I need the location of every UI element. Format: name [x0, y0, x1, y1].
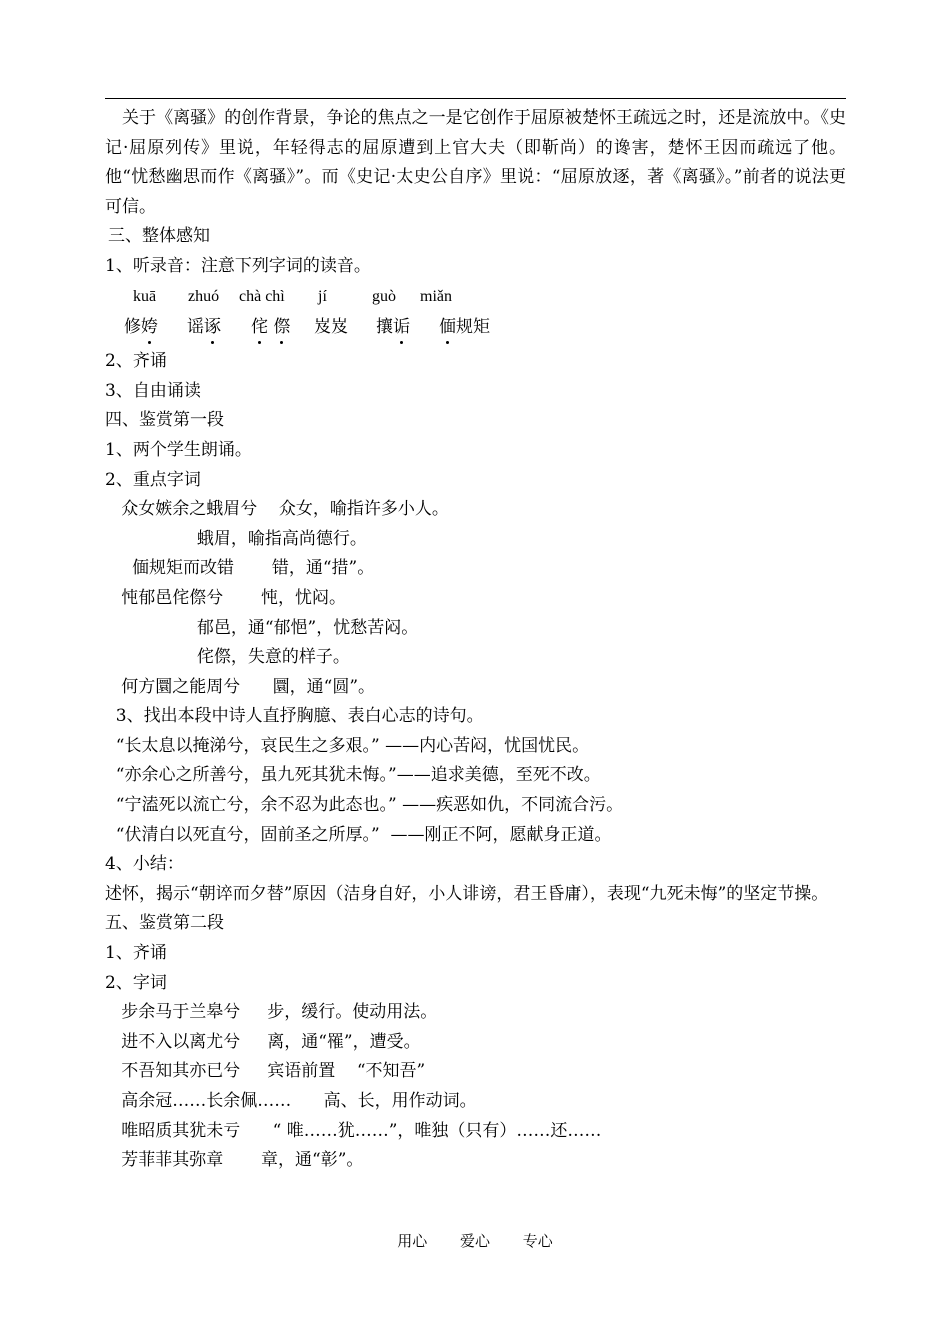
header-rule — [105, 98, 846, 99]
quote-line: “亦余心之所善兮，虽九死其犹未悔。”——追求美德，至死不改。 — [105, 765, 601, 786]
quote-line: “伏清白以死直兮，固前圣之所厚。” ——刚正不阿，愿献身正道。 — [105, 824, 612, 845]
text-line: 3、找出本段中诗人直抒胸臆、表白心志的诗句。 — [105, 706, 484, 727]
text-line: 众女嫉余之蛾眉兮 众女，喻指许多小人。 — [105, 499, 449, 520]
pinyin: miǎn — [420, 287, 452, 305]
section-heading: 五、鉴赏第二段 — [105, 913, 224, 934]
list-item: 1、齐诵 — [105, 943, 167, 964]
vocab-word: 谣诼 — [187, 317, 221, 338]
pinyin: kuā — [133, 287, 157, 305]
text-line: 忳郁邑侘傺兮 忳，忧闷。 — [105, 587, 347, 608]
pinyin: guò — [372, 287, 396, 305]
list-item: 3、自由诵读 — [105, 380, 201, 401]
list-item: 1、听录音：注意下列字词的读音。 — [105, 255, 371, 276]
list-item: 2、齐诵 — [105, 351, 167, 372]
text-line: 郁邑，通“郁悒”，忧愁苦闷。 — [105, 617, 419, 638]
text-line: 芳菲菲其弥章 章，通“彰”。 — [105, 1150, 364, 1171]
quote-line: “宁溘死以流亡兮，余不忍为此态也。” ——疾恶如仇，不同流合污。 — [105, 795, 624, 816]
document-body — [105, 104, 846, 1176]
page-footer — [0, 1230, 950, 1251]
text-line: 何方圜之能周兮 圜，通“圆”。 — [105, 676, 376, 697]
list-item: 2、重点字词 — [105, 469, 201, 490]
list-item: 1、两个学生朗诵。 — [105, 439, 252, 460]
section-heading: 四、鉴赏第一段 — [105, 410, 224, 431]
vocab-word: 修姱 — [124, 317, 158, 338]
vocab-word: 岌岌 — [314, 317, 348, 338]
text-line: 蛾眉，喻指高尚德行。 — [105, 528, 367, 549]
list-item: 2、字词 — [105, 972, 167, 993]
text-line: 高余冠……长余佩…… 高、长，用作动词。 — [105, 1091, 477, 1111]
quote-line: “长太息以掩涕兮，哀民生之多艰。” ——内心苦闷，忧国忧民。 — [105, 735, 590, 756]
intro-paragraph: 关于《离骚》的创作背景，争论的焦点之一是它创作于屈原被楚怀王疏远之时，还是流放中。《史记·屈原列传》里说，年轻得志的屈原遭到上官大夫（即靳尚）的谗害，楚怀王因而疏远了他。他“忧愁幽思而作《离骚》”。而《史记·太史公自序》里说：“屈原放逐，著《离骚》。”前者的说法更可信。 — [105, 108, 846, 217]
section-heading: 三、整体感知 — [108, 226, 210, 247]
pinyin: jí — [318, 287, 327, 305]
text-line: 唯昭质其犹未亏 “ 唯……犹……”，唯独（只有）……还…… — [105, 1120, 602, 1141]
pinyin: chà chì — [239, 287, 285, 305]
vocab-word: 攘诟 — [376, 317, 410, 338]
text-line: 偭规矩而改错 错，通“措”。 — [105, 558, 375, 579]
vocab-row — [105, 311, 846, 347]
list-item: 4、小结： — [105, 854, 184, 875]
footer-text: 专心 — [522, 1232, 553, 1250]
summary-paragraph: 述怀，揭示“朝谇而夕替”原因（洁身自好，小人诽谤，君王昏庸），表现“九死未悔”的坚定节操。 — [105, 883, 829, 904]
pinyin-row — [105, 282, 846, 312]
text-line: 步余马于兰皋兮 步，缓行。使动用法。 — [105, 1002, 438, 1023]
pinyin: zhuó — [188, 287, 220, 305]
vocab-word: 偭规矩 — [439, 317, 490, 338]
footer-text: 爱心 — [459, 1232, 490, 1250]
vocab-word: 侘 傺 — [251, 317, 291, 338]
text-line: 侘傺，失意的样子。 — [105, 647, 350, 668]
text-line: 不吾知其亦已兮 宾语前置 “不知吾” — [105, 1061, 426, 1082]
footer-text: 用心 — [397, 1232, 428, 1250]
text-line: 进不入以离尤兮 离，通“罹”，遭受。 — [105, 1031, 421, 1052]
